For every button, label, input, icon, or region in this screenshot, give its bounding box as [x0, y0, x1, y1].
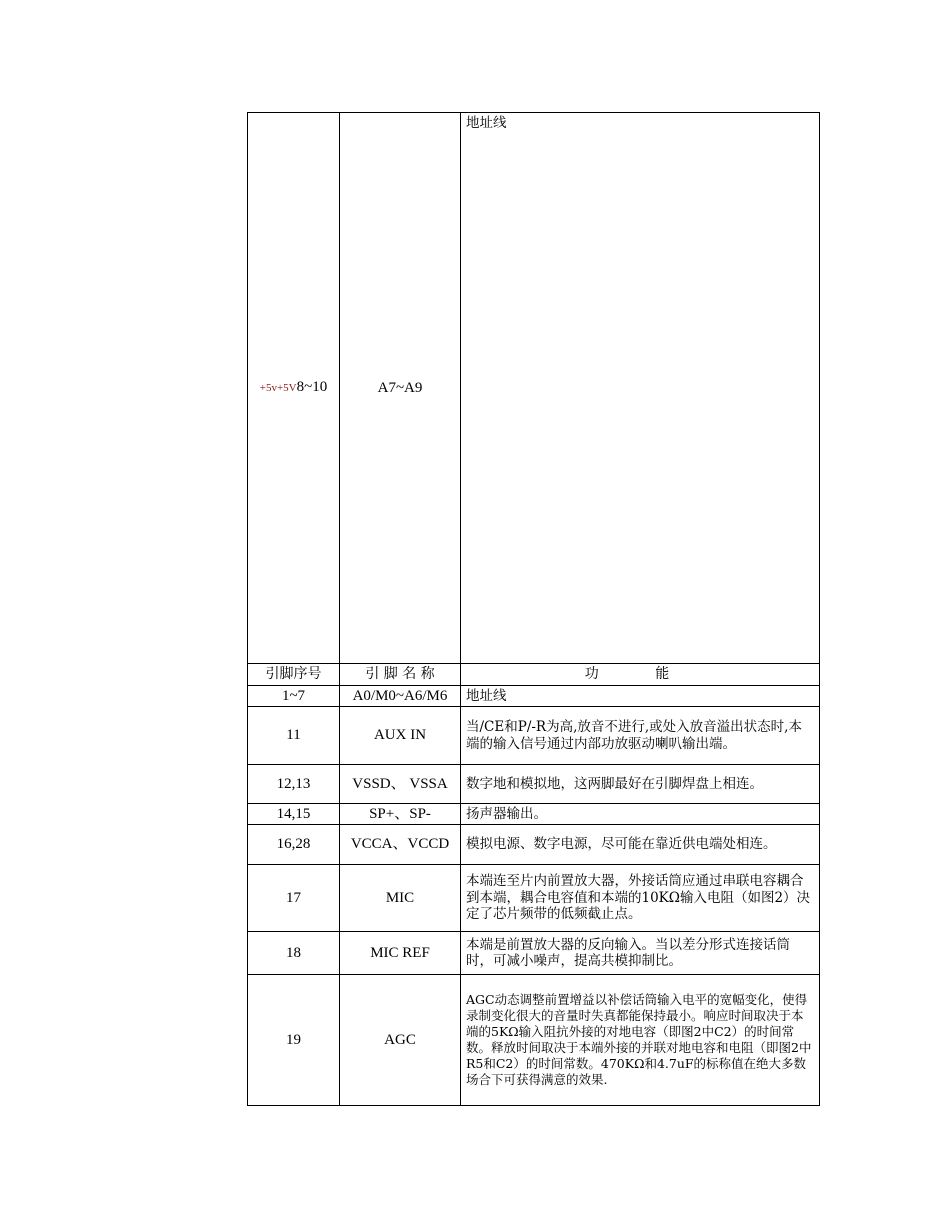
pin-name-cell: A0/M0~A6/M6	[340, 686, 461, 707]
pin-number-cell	[248, 113, 340, 664]
pin-name-cell: AGC	[340, 975, 461, 1106]
pin-number-cell: 14,15	[248, 804, 340, 825]
pin-description-cell: 地址线	[461, 686, 820, 707]
table-row-address-high	[248, 113, 820, 664]
pin-number-cell: 19	[248, 975, 340, 1106]
pin-name-cell: MIC	[340, 865, 461, 932]
pin-voltage-note: +5v+5V	[259, 382, 297, 395]
table-row	[248, 932, 820, 975]
pin-description-cell: 模拟电源、数字电源，尽可能在靠近供电端处相连。	[461, 825, 820, 865]
pin-description-cell: 本端连至片内前置放大器，外接话筒应通过串联电容耦合到本端，耦合电容值和本端的10KΩ输入电阻（如图2）决定了芯片频带的低频截止点。	[461, 865, 820, 932]
pin-description-cell: AGC动态调整前置增益以补偿话筒输入电平的宽幅变化，使得录制变化很大的音量时失真都能保持最小。响应时间取决于本端的5KΩ输入阻抗外接的对地电容（即图2中C2）的时间常数。释放时间取决于本端外接的并联对地电容和电阻（即图2中R5和C2）的时间常数。470KΩ和4.7uF的标称值在绝大多数场合下可获得满意的效果.	[461, 975, 820, 1106]
pin-number: 8~10	[296, 379, 328, 396]
pin-description-cell: 扬声器输出。	[461, 804, 820, 825]
table-row	[248, 865, 820, 932]
pin-number-cell: 1~7	[248, 686, 340, 707]
pin-description-cell: 当/CE和P/-R为高,放音不进行,或处入放音溢出状态时,本端的输入信号通过内部功放驱动喇叭输出端。	[461, 707, 820, 765]
table-header-row	[248, 664, 820, 686]
header-pin-name: 引 脚 名 称	[340, 664, 461, 686]
header-function: 功 能	[461, 664, 820, 686]
table-row	[248, 686, 820, 707]
table-row	[248, 804, 820, 825]
table-row	[248, 825, 820, 865]
table-row	[248, 765, 820, 804]
pin-name-cell: SP+、SP-	[340, 804, 461, 825]
pin-name-cell: MIC REF	[340, 932, 461, 975]
header-pin-number: 引脚序号	[248, 664, 340, 686]
pin-name-cell: VSSD、 VSSA	[340, 765, 461, 804]
pin-name-cell: VCCA、VCCD	[340, 825, 461, 865]
pin-number-cell: 16,28	[248, 825, 340, 865]
pin-number-cell: 17	[248, 865, 340, 932]
pin-description-cell: 本端是前置放大器的反向输入。当以差分形式连接话筒时，可减小噪声，提高共模抑制比。	[461, 932, 820, 975]
pin-description-cell: 数字地和模拟地，这两脚最好在引脚焊盘上相连。	[461, 765, 820, 804]
pin-number-cell: 12,13	[248, 765, 340, 804]
table-row	[248, 975, 820, 1106]
pin-name-cell: AUX IN	[340, 707, 461, 765]
pin-number-cell: 18	[248, 932, 340, 975]
pin-name-cell: A7~A9	[340, 113, 461, 664]
table-row	[248, 707, 820, 765]
pin-description-cell: 地址线	[461, 113, 820, 664]
pin-number-cell: 11	[248, 707, 340, 765]
pin-function-table	[247, 112, 820, 1106]
